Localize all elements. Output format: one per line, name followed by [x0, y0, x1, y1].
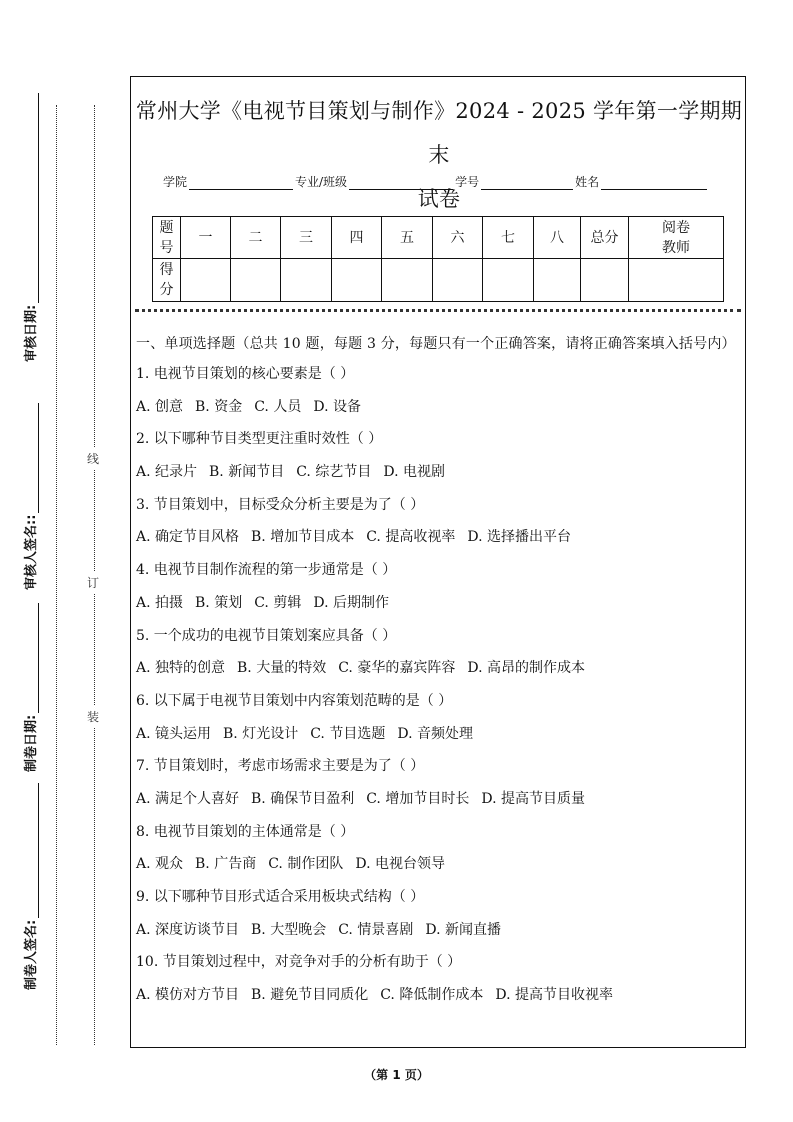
name-label: 姓名	[575, 175, 600, 189]
question-stem: 10. 节目策划过程中，对竞争对手的分析有助于（ ）	[136, 954, 462, 971]
score-cell[interactable]	[332, 259, 382, 302]
answer-option: A. 纪录片	[136, 464, 198, 481]
answer-option: D. 新闻直播	[425, 921, 501, 938]
review-date-blank[interactable]	[38, 93, 39, 303]
reviewer-signature-label: 审核人签名::	[24, 514, 39, 590]
col-1: 一	[181, 217, 231, 259]
exam-title	[131, 89, 747, 221]
question-options	[136, 984, 740, 1017]
question-stem: 2. 以下哪种节目类型更注重时效性（ ）	[136, 431, 383, 448]
question-options	[136, 723, 740, 756]
answer-option: C. 降低制作成本	[380, 987, 484, 1004]
answer-option: C. 节目选题	[310, 725, 386, 742]
col-5: 五	[382, 217, 433, 259]
answer-option: D. 选择播出平台	[467, 529, 571, 546]
question-options	[136, 592, 740, 625]
answer-option: D. 高昂的制作成本	[467, 660, 585, 677]
question-options	[136, 657, 740, 690]
score-cell[interactable]	[534, 259, 581, 302]
answer-option: A. 独特的创意	[136, 660, 226, 677]
answer-option: D. 提高节目收视率	[495, 987, 613, 1004]
answer-option: D. 设备	[313, 398, 361, 415]
score-cell-total[interactable]	[581, 259, 629, 302]
score-cell[interactable]	[433, 259, 483, 302]
page-number: （第 1 页）	[364, 1068, 429, 1082]
dotted-separator	[135, 309, 741, 312]
binding-mark-line: 线	[87, 448, 99, 469]
reviewer-head: 阅卷 教师	[629, 217, 724, 259]
answer-option: A. 模仿对方节目	[136, 987, 240, 1004]
question-stem: 8. 电视节目策划的主体通常是（ ）	[136, 823, 355, 840]
answer-option: B. 新闻节目	[209, 464, 285, 481]
question-options	[136, 526, 740, 559]
question-stem: 1. 电视节目策划的核心要素是（ ）	[136, 366, 355, 382]
student-id-blank[interactable]	[481, 178, 573, 190]
answer-option: B. 广告商	[195, 856, 257, 873]
question-options	[136, 853, 740, 886]
answer-option: C. 制作团队	[268, 856, 344, 873]
exam-title-line1: 常州大学《电视节目策划与制作》2024 - 2025 学年第一学期期末	[135, 99, 743, 167]
answer-option: C. 剪辑	[254, 594, 302, 611]
section-heading: 一、单项选择题（总共 10 题，每题 3 分，每题只有一个正确答案，请将正确答案填入括号内）	[136, 336, 736, 352]
answer-option: C. 情景喜剧	[338, 921, 414, 938]
question-options	[136, 396, 740, 429]
answer-option: A. 深度访谈节目	[136, 921, 240, 938]
college-blank[interactable]	[189, 178, 293, 190]
question-stem: 5. 一个成功的电视节目策划案应具备（ ）	[136, 627, 397, 644]
answer-option: B. 增加节目成本	[251, 529, 355, 546]
answer-option: A. 拍摄	[136, 594, 184, 611]
question-options	[136, 788, 740, 821]
answer-option: A. 满足个人喜好	[136, 790, 240, 807]
reviewer-signature-blank[interactable]	[38, 403, 39, 513]
col-7: 七	[483, 217, 534, 259]
major-class-label: 专业/班级	[295, 175, 348, 189]
answer-option: C. 人员	[254, 398, 302, 415]
score-table-header-row	[153, 217, 724, 259]
score-cell[interactable]	[382, 259, 433, 302]
binding-line-outer	[56, 105, 57, 1045]
answer-option: D. 提高节目质量	[481, 790, 585, 807]
review-date-label: 审核日期:	[24, 304, 39, 362]
question-list	[136, 363, 740, 1017]
exam-frame	[130, 76, 746, 1048]
reviewer-cell[interactable]	[629, 259, 724, 302]
name-blank[interactable]	[601, 178, 707, 190]
score-head: 得 分	[153, 259, 181, 302]
answer-option: D. 电视剧	[383, 464, 445, 481]
score-cell[interactable]	[181, 259, 231, 302]
compiler-signature-label: 制卷人签名:	[24, 919, 39, 990]
answer-option: A. 观众	[136, 856, 184, 873]
question-stem: 6. 以下属于电视节目策划中内容策划范畴的是（ ）	[136, 692, 453, 709]
student-id-label: 学号	[455, 175, 480, 189]
answer-option: D. 电视台领导	[355, 856, 445, 873]
col-6: 六	[433, 217, 483, 259]
question-stem: 4. 电视节目制作流程的第一步通常是（ ）	[136, 562, 397, 579]
answer-option: C. 提高收视率	[366, 529, 456, 546]
answer-option: A. 创意	[136, 398, 184, 415]
answer-option: B. 灯光设计	[223, 725, 299, 742]
score-cell[interactable]	[483, 259, 534, 302]
college-label: 学院	[163, 175, 188, 189]
answer-option: B. 资金	[195, 398, 243, 415]
answer-option: D. 音频处理	[397, 725, 473, 742]
binding-mark-staple: 订	[87, 572, 99, 593]
exam-title-line2: 试卷	[417, 187, 461, 211]
major-class-blank[interactable]	[349, 178, 453, 190]
section-content	[136, 333, 740, 1017]
question-stem: 3. 节目策划中，目标受众分析主要是为了（ ）	[136, 496, 425, 513]
answer-option: B. 确保节目盈利	[251, 790, 355, 807]
col-4: 四	[332, 217, 382, 259]
binding-mark-bind: 装	[87, 706, 99, 727]
compile-date-blank[interactable]	[38, 603, 39, 713]
student-info-row	[163, 173, 723, 190]
answer-option: B. 大型晚会	[251, 921, 327, 938]
score-table	[152, 216, 724, 302]
answer-option: C. 增加节目时长	[366, 790, 470, 807]
answer-option: A. 确定节目风格	[136, 529, 240, 546]
col-3: 三	[281, 217, 332, 259]
answer-option: B. 策划	[195, 594, 243, 611]
compiler-signature-blank[interactable]	[38, 783, 39, 918]
question-options	[136, 461, 740, 494]
answer-option: B. 避免节目同质化	[251, 987, 369, 1004]
answer-option: C. 综艺节目	[296, 464, 372, 481]
answer-option: B. 大量的特效	[237, 660, 327, 677]
question-stem: 9. 以下哪种节目形式适合采用板块式结构（ ）	[136, 889, 425, 905]
score-cell[interactable]	[231, 259, 281, 302]
answer-option: C. 豪华的嘉宾阵容	[338, 660, 456, 677]
answer-option: A. 镜头运用	[136, 725, 212, 742]
col-total: 总分	[581, 217, 629, 259]
compile-date-label: 制卷日期:	[24, 714, 39, 772]
question-number-head: 题 号	[153, 217, 181, 259]
question-stem: 7. 节目策划时，考虑市场需求主要是为了（ ）	[136, 758, 425, 775]
answer-option: D. 后期制作	[313, 594, 389, 611]
question-options	[136, 919, 740, 952]
score-table-score-row	[153, 259, 724, 302]
score-cell[interactable]	[281, 259, 332, 302]
col-8: 八	[534, 217, 581, 259]
col-2: 二	[231, 217, 281, 259]
